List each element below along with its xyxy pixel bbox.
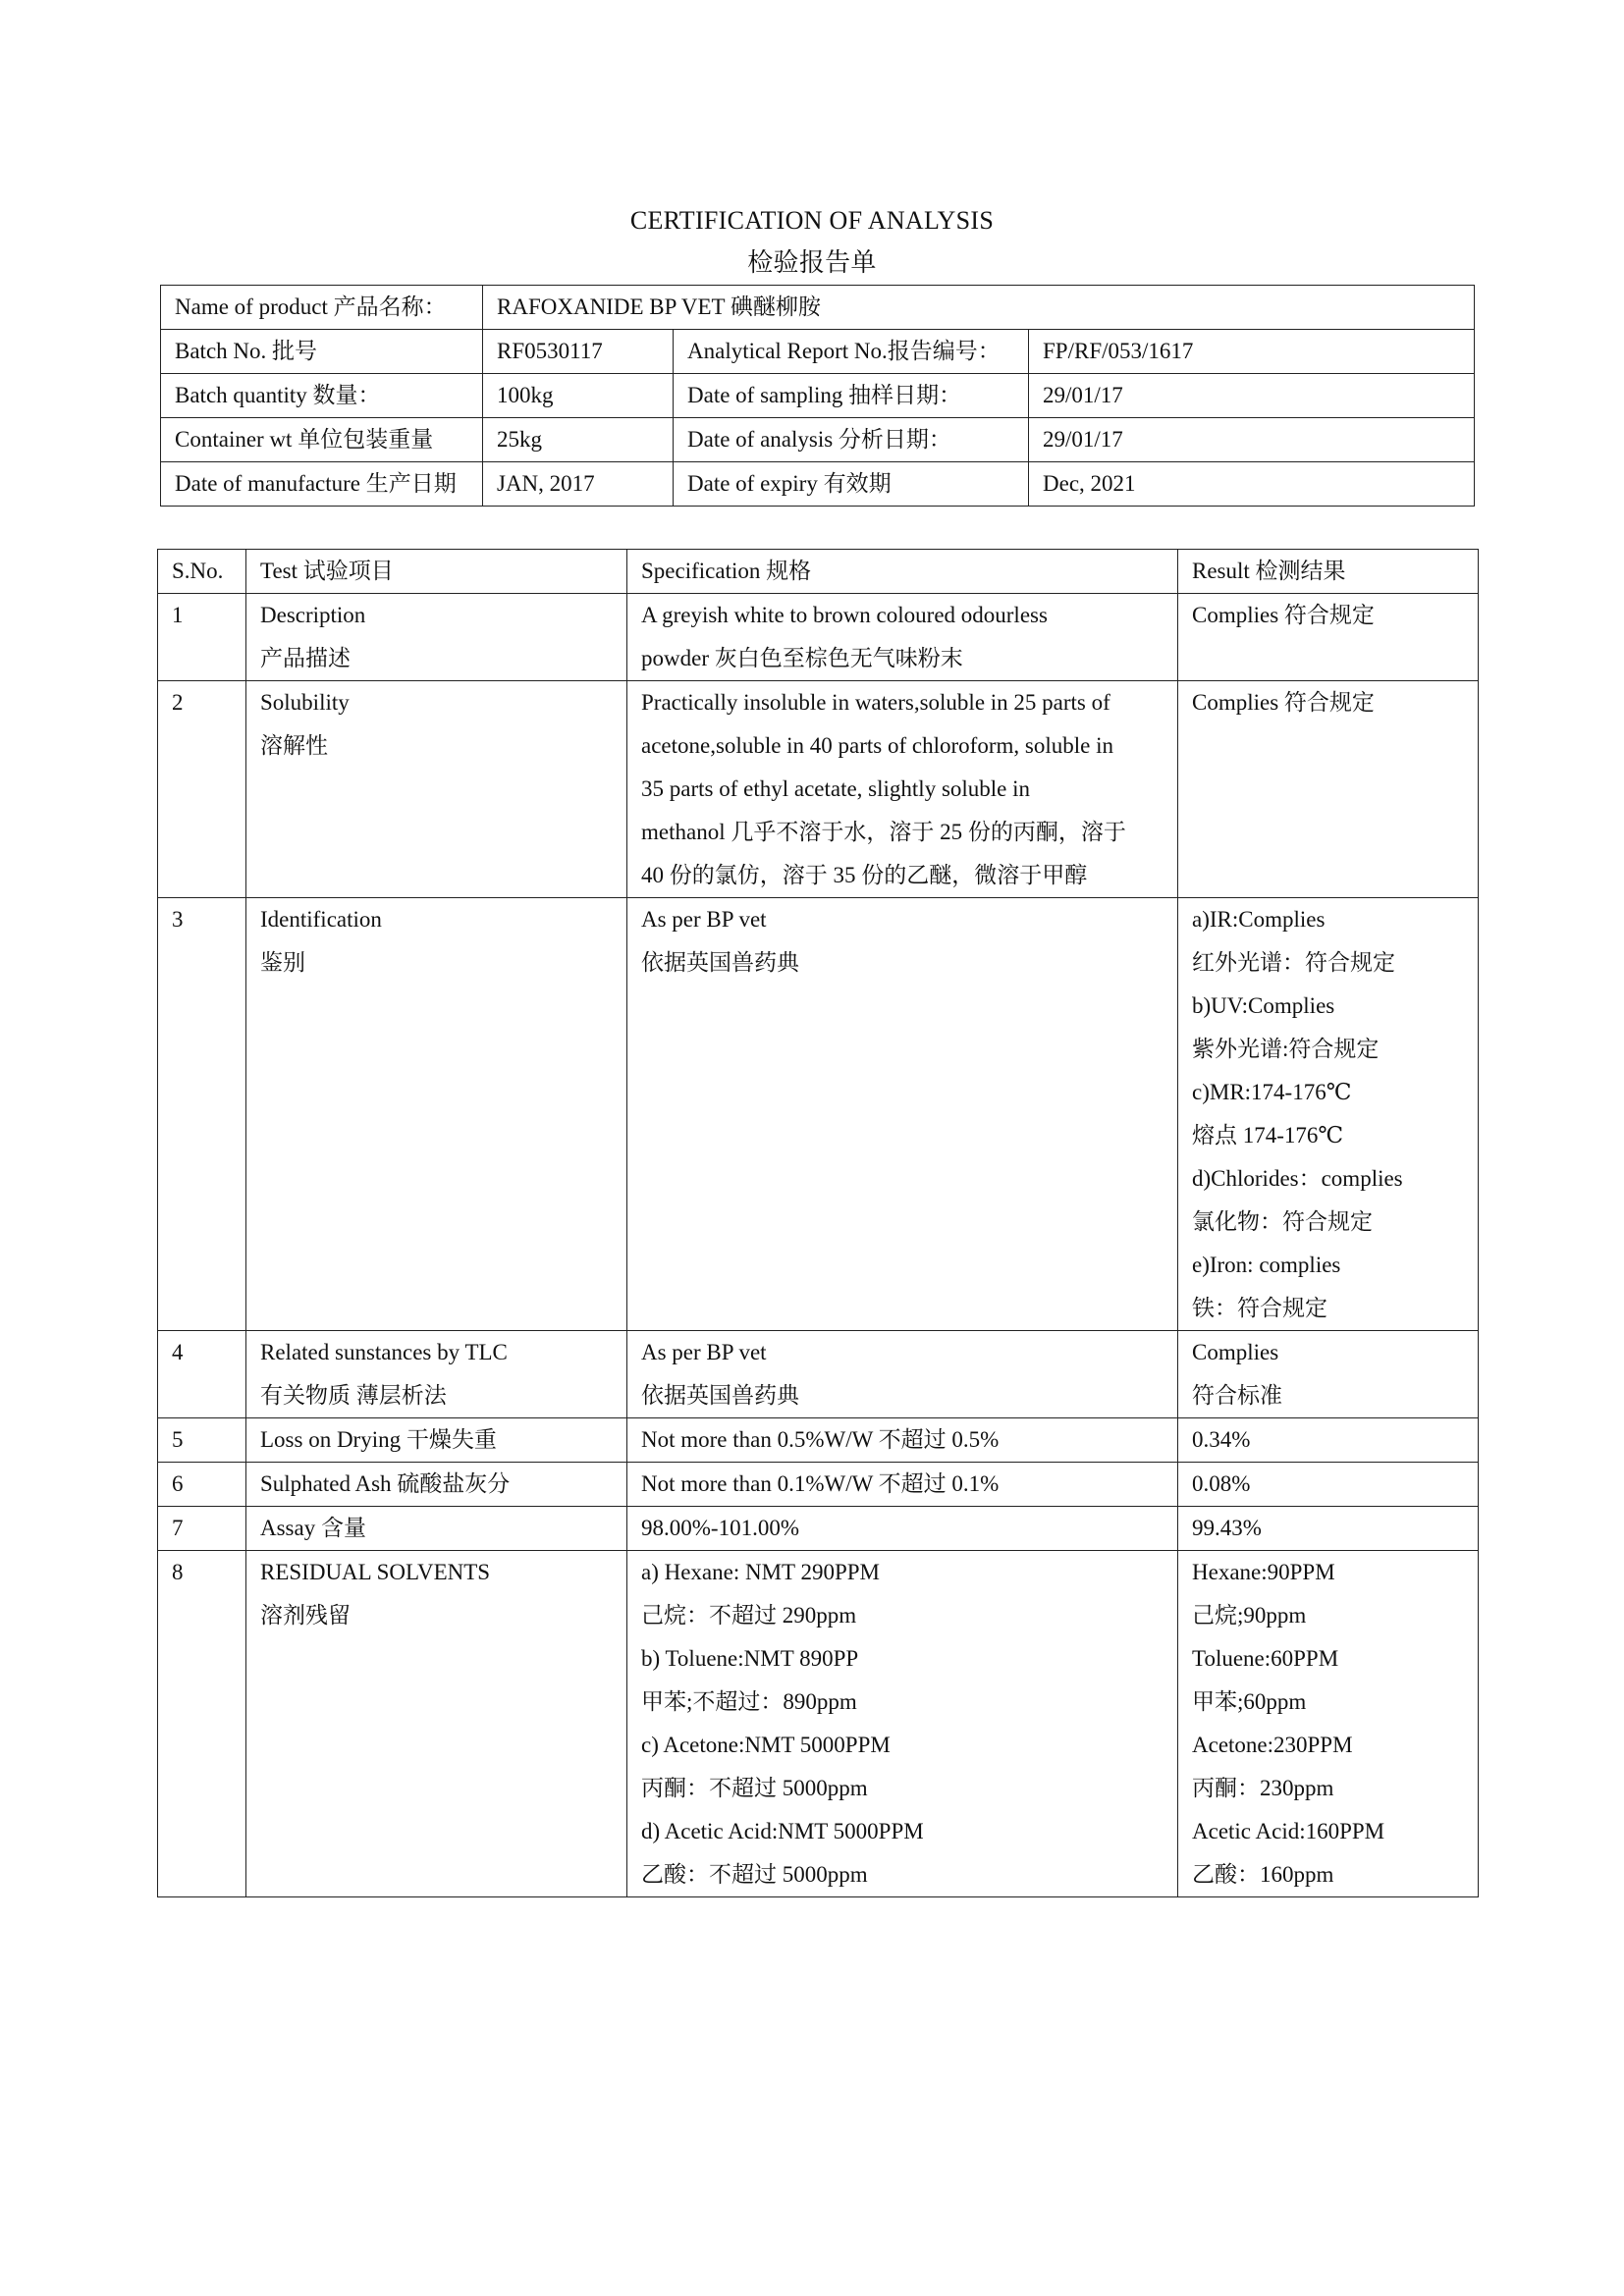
result-line: 紫外光谱:符合规定 <box>1192 1037 1380 1061</box>
spec-line: 依据英国兽药典 <box>641 950 799 975</box>
spec-line: 40 份的氯仿，溶于 35 份的乙醚，微溶于甲醇 <box>641 863 1088 887</box>
test-line: Related sunstances by TLC <box>260 1340 508 1364</box>
spec-line: b) Toluene:NMT 890PP <box>641 1646 859 1671</box>
row-test <box>246 594 627 681</box>
product-info-table <box>160 285 1475 507</box>
row-spec <box>627 1463 1178 1507</box>
test-line: 产品描述 <box>260 646 351 670</box>
result-line: 熔点 174-176℃ <box>1192 1123 1344 1148</box>
test-line: Assay 含量 <box>260 1516 366 1540</box>
test-line: Identification <box>260 907 382 932</box>
info-row-product <box>161 286 1475 330</box>
document-title <box>0 199 1624 284</box>
result-line: e)Iron: complies <box>1192 1253 1341 1277</box>
row-spec <box>627 1331 1178 1418</box>
info-row-batch <box>161 330 1475 374</box>
spec-line: 丙酮：不超过 5000ppm <box>641 1776 868 1800</box>
row-sno: 8 <box>158 1551 246 1897</box>
spec-line: 35 parts of ethyl acetate, slightly soluble in <box>641 776 1031 801</box>
row-spec <box>627 681 1178 898</box>
batch-qty-label: Batch quantity 数量： <box>161 374 483 418</box>
row-result <box>1178 1463 1479 1507</box>
result-line: Acetone:230PPM <box>1192 1733 1353 1757</box>
row-spec <box>627 898 1178 1331</box>
spec-line: Practically insoluble in waters,soluble in 25 parts of <box>641 690 1110 715</box>
spec-line: methanol 几乎不溶于水，溶于 25 份的丙酮，溶于 <box>641 820 1126 844</box>
table-row <box>158 1551 1479 1897</box>
row-result <box>1178 681 1479 898</box>
result-line: 氯化物：符合规定 <box>1192 1209 1373 1234</box>
row-test <box>246 1463 627 1507</box>
spec-line: A greyish white to brown coloured odourless <box>641 603 1048 627</box>
result-line: 符合标准 <box>1192 1383 1282 1408</box>
row-spec <box>627 594 1178 681</box>
result-line: 0.08% <box>1192 1471 1251 1496</box>
row-test <box>246 681 627 898</box>
header-spec: Specification 规格 <box>627 550 1178 594</box>
spec-line: As per BP vet <box>641 907 767 932</box>
spec-line: powder 灰白色至棕色无气味粉末 <box>641 646 963 670</box>
test-results-table <box>157 549 1479 1897</box>
spec-line: 乙酸：不超过 5000ppm <box>641 1862 868 1887</box>
table-row <box>158 898 1479 1331</box>
spec-line: 依据英国兽药典 <box>641 1383 799 1408</box>
row-test <box>246 1551 627 1897</box>
test-line: 鉴别 <box>260 950 305 975</box>
row-test <box>246 898 627 1331</box>
table-row <box>158 1463 1479 1507</box>
row-sno: 3 <box>158 898 246 1331</box>
row-sno: 2 <box>158 681 246 898</box>
test-line: Description <box>260 603 366 627</box>
table-row <box>158 1331 1479 1418</box>
test-header-row <box>158 550 1479 594</box>
table-row <box>158 1507 1479 1551</box>
product-label: Name of product 产品名称： <box>161 286 483 330</box>
product-value: RAFOXANIDE BP VET 碘醚柳胺 <box>483 286 1475 330</box>
result-line: Complies <box>1192 1340 1279 1364</box>
analysis-date-label: Date of analysis 分析日期： <box>674 418 1029 462</box>
spec-line: 甲苯;不超过：890ppm <box>641 1689 857 1714</box>
row-spec <box>627 1418 1178 1463</box>
result-line: Acetic Acid:160PPM <box>1192 1819 1385 1843</box>
container-label: Container wt 单位包装重量 <box>161 418 483 462</box>
table-row <box>158 1418 1479 1463</box>
row-spec <box>627 1551 1178 1897</box>
title-english: CERTIFICATION OF ANALYSIS <box>629 206 995 235</box>
spec-line: a) Hexane: NMT 290PPM <box>641 1560 880 1584</box>
analysis-date-value: 29/01/17 <box>1029 418 1475 462</box>
row-sno: 7 <box>158 1507 246 1551</box>
spec-line: d) Acetic Acid:NMT 5000PPM <box>641 1819 924 1843</box>
result-line: 铁：符合规定 <box>1192 1296 1327 1320</box>
result-line: 丙酮：230ppm <box>1192 1776 1334 1800</box>
spec-line: 己烷：不超过 290ppm <box>641 1603 857 1628</box>
spec-line: Not more than 0.5%W/W 不超过 0.5% <box>641 1427 1000 1452</box>
test-line: 有关物质 薄层析法 <box>260 1383 447 1408</box>
test-line: Loss on Drying 干燥失重 <box>260 1427 497 1452</box>
row-result <box>1178 594 1479 681</box>
manufacture-date-value: JAN, 2017 <box>483 462 674 507</box>
spec-line: acetone,soluble in 40 parts of chloroform, soluble in <box>641 733 1113 758</box>
info-row-quantity <box>161 374 1475 418</box>
test-line: Solubility <box>260 690 350 715</box>
result-line: 乙酸：160ppm <box>1192 1862 1334 1887</box>
result-line: Hexane:90PPM <box>1192 1560 1335 1584</box>
header-result: Result 检测结果 <box>1178 550 1479 594</box>
title-chinese: 检验报告单 <box>747 248 877 277</box>
result-line: 甲苯;60ppm <box>1192 1689 1307 1714</box>
table-row <box>158 681 1479 898</box>
spec-line: Not more than 0.1%W/W 不超过 0.1% <box>641 1471 1000 1496</box>
spec-line: 98.00%-101.00% <box>641 1516 799 1540</box>
sampling-date-value: 29/01/17 <box>1029 374 1475 418</box>
result-line: b)UV:Complies <box>1192 993 1335 1018</box>
info-row-dates <box>161 462 1475 507</box>
result-line: Toluene:60PPM <box>1192 1646 1339 1671</box>
row-test <box>246 1331 627 1418</box>
report-no-value: FP/RF/053/1617 <box>1029 330 1475 374</box>
result-line: 红外光谱：符合规定 <box>1192 950 1395 975</box>
result-line: 99.43% <box>1192 1516 1262 1540</box>
row-sno: 1 <box>158 594 246 681</box>
result-line: 0.34% <box>1192 1427 1251 1452</box>
row-spec <box>627 1507 1178 1551</box>
report-no-label: Analytical Report No.报告编号： <box>674 330 1029 374</box>
result-line: Complies 符合规定 <box>1192 690 1375 715</box>
row-result <box>1178 1507 1479 1551</box>
batch-no-label: Batch No. 批号 <box>161 330 483 374</box>
row-result <box>1178 898 1479 1331</box>
header-test: Test 试验项目 <box>246 550 627 594</box>
expiry-date-label: Date of expiry 有效期 <box>674 462 1029 507</box>
batch-no-value: RF0530117 <box>483 330 674 374</box>
test-line: RESIDUAL SOLVENTS <box>260 1560 491 1584</box>
spec-line: c) Acetone:NMT 5000PPM <box>641 1733 891 1757</box>
row-test <box>246 1507 627 1551</box>
manufacture-date-label: Date of manufacture 生产日期 <box>161 462 483 507</box>
row-result <box>1178 1551 1479 1897</box>
result-line: d)Chlorides：complies <box>1192 1166 1403 1191</box>
result-line: a)IR:Complies <box>1192 907 1326 932</box>
test-line: Sulphated Ash 硫酸盐灰分 <box>260 1471 511 1496</box>
container-value: 25kg <box>483 418 674 462</box>
expiry-date-value: Dec, 2021 <box>1029 462 1475 507</box>
row-result <box>1178 1418 1479 1463</box>
result-line: c)MR:174-176℃ <box>1192 1080 1352 1104</box>
test-line: 溶剂残留 <box>260 1603 351 1628</box>
batch-qty-value: 100kg <box>483 374 674 418</box>
row-sno: 6 <box>158 1463 246 1507</box>
result-line: Complies 符合规定 <box>1192 603 1375 627</box>
spec-line: As per BP vet <box>641 1340 767 1364</box>
row-sno: 5 <box>158 1418 246 1463</box>
info-row-container <box>161 418 1475 462</box>
test-line: 溶解性 <box>260 733 328 758</box>
row-result <box>1178 1331 1479 1418</box>
row-test <box>246 1418 627 1463</box>
header-sno: S.No. <box>158 550 246 594</box>
test-rows <box>158 594 1479 1897</box>
table-row <box>158 594 1479 681</box>
sampling-date-label: Date of sampling 抽样日期： <box>674 374 1029 418</box>
row-sno: 4 <box>158 1331 246 1418</box>
result-line: 己烷;90ppm <box>1192 1603 1307 1628</box>
